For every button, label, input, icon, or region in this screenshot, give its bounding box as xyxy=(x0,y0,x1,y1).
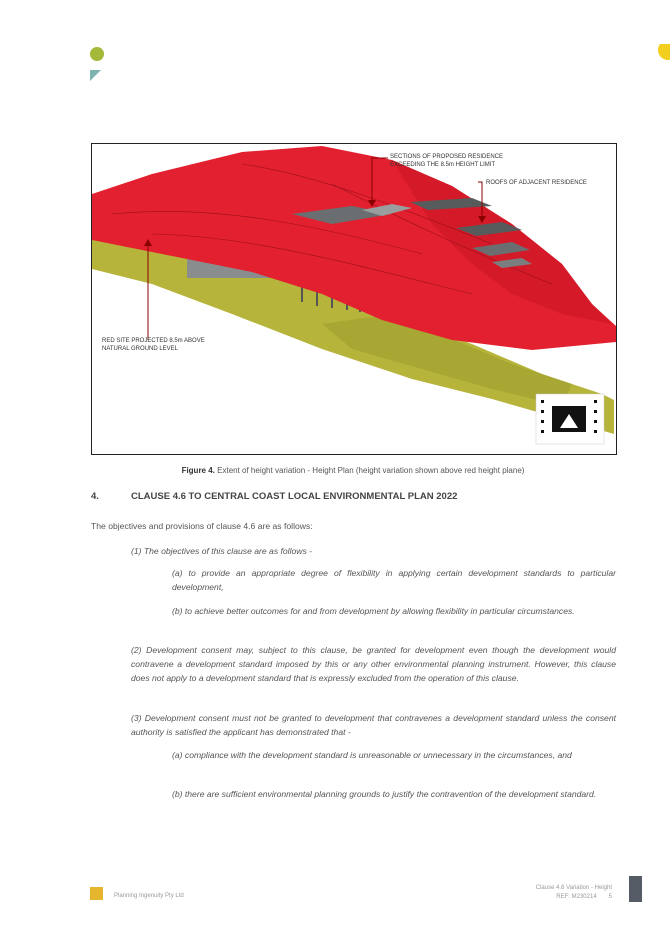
annotation-sections: SECTIONS OF PROPOSED RESIDENCE xyxy=(390,154,504,160)
footer-ref: REF: M230214 xyxy=(556,894,597,900)
caption-label: Figure 4. xyxy=(181,466,215,475)
clause-3: (3) Development consent must not be granted to development that contravenes a development standard unless the consent authority is satisfied the applicant has demonstrated that - xyxy=(131,713,616,737)
footer-logo-square xyxy=(90,887,103,900)
annotation-roofs: ROOFS OF ADJACENT RESIDENCE xyxy=(486,180,587,186)
section-heading xyxy=(91,491,457,502)
clause-3b: (b) there are sufficient environmental planning grounds to justify the contravention of the development standard. xyxy=(172,789,597,799)
clause-1a: (a) to provide an appropriate degree of flexibility in applying certain development standards to particular development, xyxy=(172,568,616,592)
clause-1b: (b) to achieve better outcomes for and from development by allowing flexibility in particular circumstances. xyxy=(172,606,575,616)
footer-doc-title: Clause 4.6 Variation - Height xyxy=(535,885,612,891)
corner-accent xyxy=(656,44,670,62)
height-plane-illustration xyxy=(92,144,616,454)
clause-2: (2) Development consent may, subject to this clause, be granted for development even though the development would contravene a development standard imposed by this or any other environmental planning instrument. However, this clause does not apply to a development standard that is expressly excluded from the operation of this clause. xyxy=(131,645,616,683)
logo-circle xyxy=(90,47,104,61)
annotation-red-site-2: NATURAL GROUND LEVEL xyxy=(102,346,179,352)
annotation-exceeding: EXCEEDING THE 8.5m HEIGHT LIMIT xyxy=(390,162,496,168)
section-title: CLAUSE 4.6 TO CENTRAL COAST LOCAL ENVIRONMENTAL PLAN 2022 xyxy=(131,491,458,502)
north-arrow-icon xyxy=(536,394,604,444)
body-intro: The objectives and provisions of clause 4.6 are as follows: xyxy=(91,521,313,531)
logo-triangle xyxy=(90,70,101,81)
footer-company: Planning Ingenuity Pty Ltd xyxy=(114,893,184,899)
section-number: 4. xyxy=(91,491,99,502)
footer-doc-info xyxy=(536,884,612,902)
clause-3a: (a) compliance with the development standard is unreasonable or unnecessary in the circumstances, and xyxy=(172,750,572,760)
figure-height-plan xyxy=(91,143,617,455)
caption-text: Extent of height variation - Height Plan (height variation shown above red height plane) xyxy=(214,466,525,475)
annotation-red-site-1: RED SITE PROJECTED 8.5m ABOVE xyxy=(102,338,205,344)
footer-accent-bar xyxy=(629,876,642,902)
footer-page-number: 5 xyxy=(608,894,612,900)
clause-1: (1) The objectives of this clause are as follows - xyxy=(131,546,313,556)
figure-caption xyxy=(91,466,615,475)
